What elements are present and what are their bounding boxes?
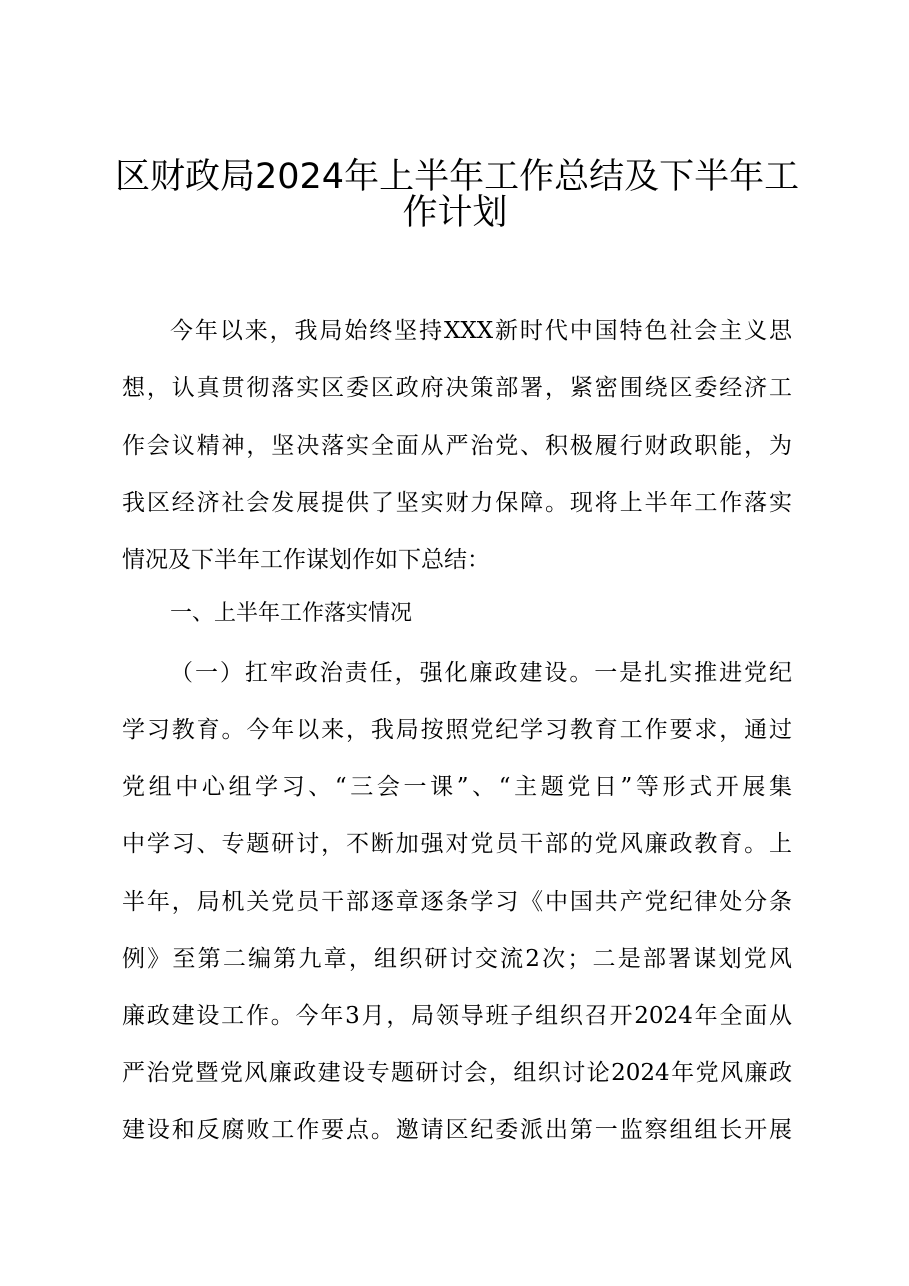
intro-line-3: 作会议精神，坚决落实全面从严治党、积极履行财政职能，为 — [122, 433, 792, 459]
section-line-5: 半年，局机关党员干部逐章逐条学习《中国共产党纪律处分条 — [122, 889, 792, 915]
document-title-line-2: 作计划 — [402, 193, 508, 233]
intro-line-4: 我区经济社会发展提供了坚实财力保障。现将上半年工作落实 — [122, 490, 792, 516]
section-line-9: 建设和反腐败工作要点。邀请区纪委派出第一监察组组长开展 — [122, 1117, 792, 1143]
document-title-line-1: 区财政局2024年上半年工作总结及下半年工 — [115, 157, 800, 197]
intro-line-2: 想，认真贯彻落实区委区政府决策部署，紧密围绕区委经济工 — [122, 375, 792, 401]
section-line-7: 廉政建设工作。今年3月，局领导班子组织召开2024年全面从 — [122, 1003, 792, 1029]
section-line-8: 严治党暨党风廉政建设专题研讨会，组织讨论2024年党风廉政 — [122, 1060, 792, 1086]
intro-line-1: 今年以来，我局始终坚持XXX新时代中国特色社会主义思 — [170, 318, 792, 344]
section-line-4: 中学习、专题研讨，不断加强对党员干部的党风廉政教育。上 — [122, 831, 792, 857]
section-line-1: （一）扛牢政治责任，强化廉政建设。一是扎实推进党纪 — [170, 660, 792, 686]
intro-line-5: 情况及下半年工作谋划作如下总结： — [122, 547, 490, 573]
section-line-3: 党组中心组学习、“三会一课”、“主题党日”等形式开展集 — [122, 774, 792, 800]
section-heading: 一、上半年工作落实情况 — [170, 601, 413, 626]
section-line-6: 例》至第二编第九章，组织研讨交流2次；二是部署谋划党风 — [122, 946, 792, 972]
section-line-2: 学习教育。今年以来，我局按照党纪学习教育工作要求，通过 — [122, 717, 792, 743]
